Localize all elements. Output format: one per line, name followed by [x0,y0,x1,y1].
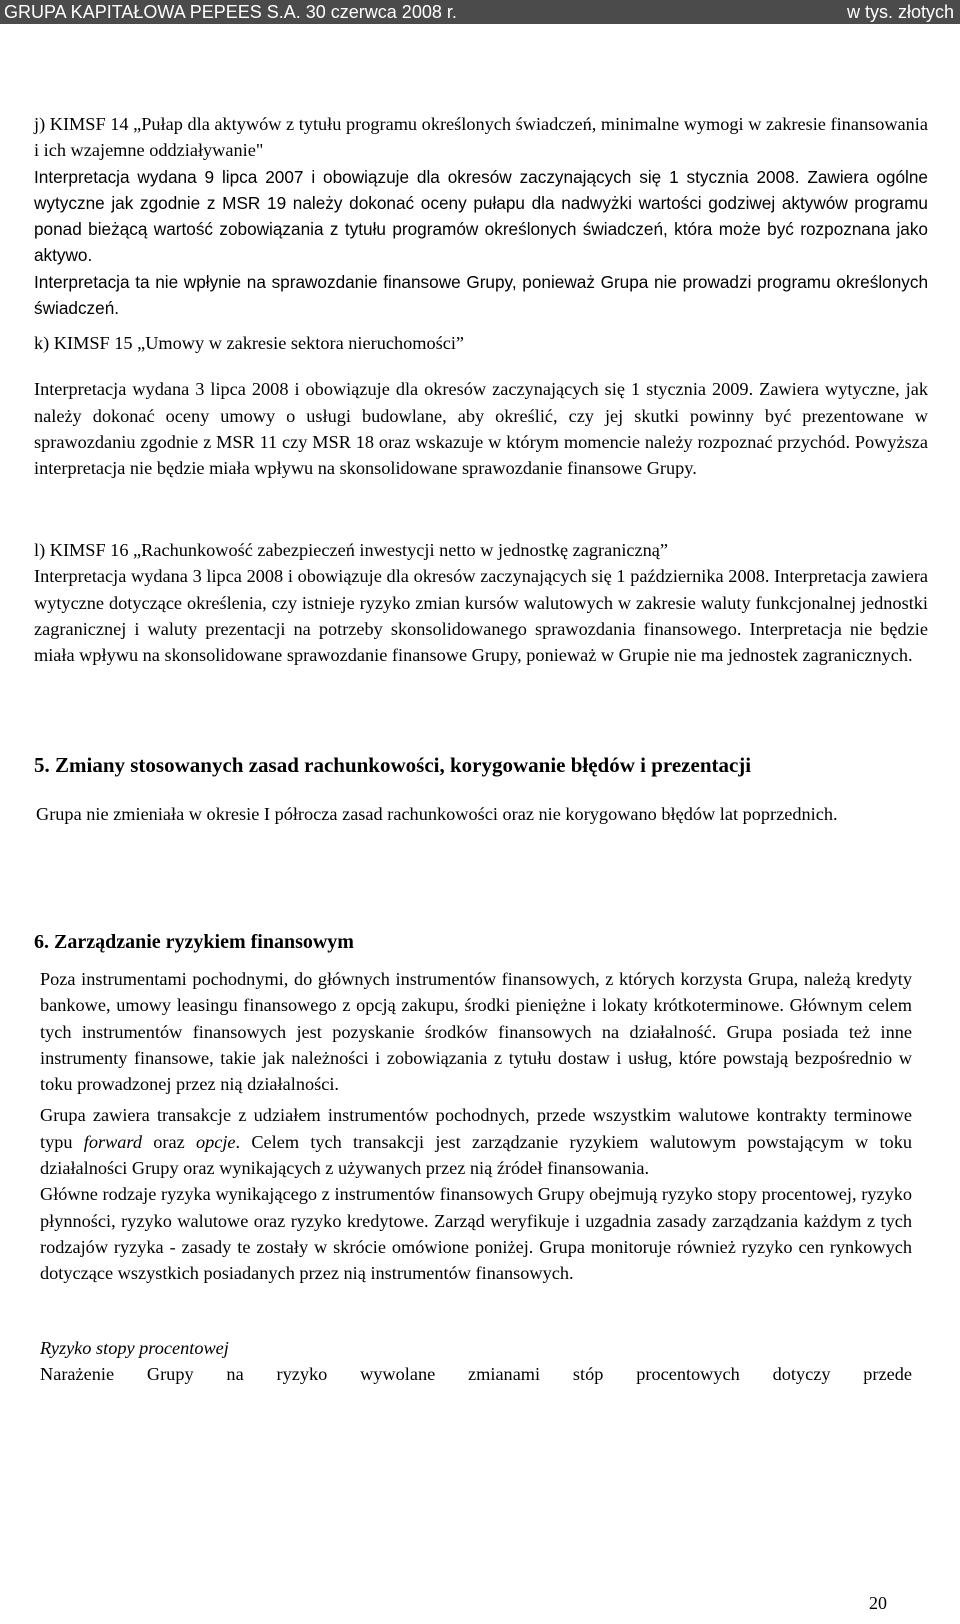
interest-rate-risk-heading: Ryzyko stopy procentowej [40,1337,229,1358]
section-6-number: 6. [34,931,49,953]
forward-term: forward [83,1131,142,1152]
section-j-note: Interpretacja ta nie wpłynie na sprawozdanie finansowe Grupy, ponieważ Grupa nie prowadzi programu określonych świadczeń. [34,271,928,319]
section-6-title: Zarządzanie ryzykiem finansowym [54,931,354,953]
section-5-heading [34,751,928,779]
section-6-paragraph-1: Poza instrumentami pochodnymi, do głównych instrumentów finansowych, z których korzysta Grupa, należą kredyty bankowe, umowy leasingu finansowego z opcją zakupu, środki pieniężne i lokaty krótkoterminowe. Głównym celem tych instrumentów finansowych jest pozyskanie środków finansowych na działalność. Grupa posiada też inne instrumenty finansowe, takie jak należności i zobowiązania z tytułu dostaw i usług, które powstają bezpośrednio w toku prowadzonej przez nią działalności. [40,969,912,1095]
page-number: 20 [869,1593,887,1613]
section-6-paragraph-3: Główne rodzaje ryzyka wynikającego z instrumentów finansowych Grupy obejmują ryzyko stopy procentowej, ryzyko płynności, ryzyko walutowe oraz ryzyko kredytowe. Zarząd weryfikuje i uzgadnia zasady zarządzania każdym z tych rodzajów ryzyka - zasady te zostały w skrócie omówione poniżej. Grupa monitoruje również ryzyko cen rynkowych dotyczące wszystkich posiadanych przez nią instrumentów finansowych. [40,1184,912,1284]
section-l [34,537,928,668]
section-6-paragraph-2-c: . Celem tych transakcji jest zarządzanie ryzykiem walutowym powstającym w toku działalności Grupy oraz wynikających z używanych przez nią źródeł finansowania. [40,1131,912,1179]
section-l-body: Interpretacja wydana 3 lipca 2008 i obowiązuje dla okresów zaczynających się 1 października 2008. Interpretacja zawiera wytyczne dotyczące określenia, czy istnieje ryzyko zmian kursów walutowych w zakresie waluty funkcjonalnej jednostki zagranicznej i waluty prezentacji na potrzeby skonsolidowanego sprawozdania finansowego. Interpretacja nie będzie miała wpływu na skonsolidowane sprawozdanie finansowe Grupy, ponieważ w Grupie nie ma jednostek zagranicznych. [34,566,928,666]
page-header [0,0,960,24]
header-company: GRUPA KAPITAŁOWA PEPEES S.A. 30 czerwca 2008 r. [4,2,457,22]
section-6-paragraph-2-b: oraz [142,1131,196,1152]
header-unit: w tys. złotych [846,2,954,22]
section-6-paragraph-2-a: Grupa zawiera transakcje z udziałem instrumentów pochodnych, przede wszystkim walutowe kontrakty terminowe typu [40,1105,912,1152]
opcje-term: opcje [195,1131,236,1152]
section-5-title: Zmiany stosowanych zasad rachunkowości, korygowanie błędów i prezentacji [55,753,752,777]
section-6 [34,928,928,1387]
section-k [34,330,928,481]
section-5-body: Grupa nie zmieniała w okresie I półrocza zasad rachunkowości oraz nie korygowano błędów lat poprzednich. [36,804,838,824]
section-j-body: Interpretacja wydana 9 lipca 2007 i obowiązuje dla okresów zaczynających się 1 stycznia 2008. Zawiera ogólne wytyczne jak zgodnie z MSR 19 należy dokonać oceny pułapu dla nadwyżki wartości godziwej aktywów programu ponad bieżącą wartość zobowiązania z tytułu programów określonych świadczeń, która może być rozpoznana jako aktywo. [34,166,928,266]
section-5 [34,751,928,827]
section-l-title: l) KIMSF 16 „Rachunkowość zabezpieczeń inwestycji netto w jednostkę zagraniczną” [34,540,669,560]
section-k-title: k) KIMSF 15 „Umowy w zakresie sektora nieruchomości” [34,333,465,353]
section-6-heading [34,928,928,956]
section-5-number: 5. [34,753,50,777]
section-j [34,111,928,321]
section-j-title: j) KIMSF 14 „Pułap dla aktywów z tytułu programu określonych świadczeń, minimalne wymogi w zakresie finansowania i ich wzajemne oddziaływanie" [34,114,928,161]
section-k-body: Interpretacja wydana 3 lipca 2008 i obowiązuje dla okresów zaczynających się 1 stycznia 2009. Zawiera wytyczne, jak należy dokonać oceny umowy o usługi budowlane, aby określić, czy jej skutki powinny być prezentowane w sprawozdaniu zgodnie z MSR 11 czy MSR 18 oraz wskazuje w którym momencie należy rozpoznać przychód. Powyższa interpretacja nie będzie miała wpływu na skonsolidowane sprawozdanie finansowe Grupy. [34,379,928,479]
section-6-paragraph-2 [40,1102,912,1181]
interest-rate-risk-body: Narażenie Grupy na ryzyko wywolane zmianami stóp procentowych dotyczy przede [40,1363,912,1384]
